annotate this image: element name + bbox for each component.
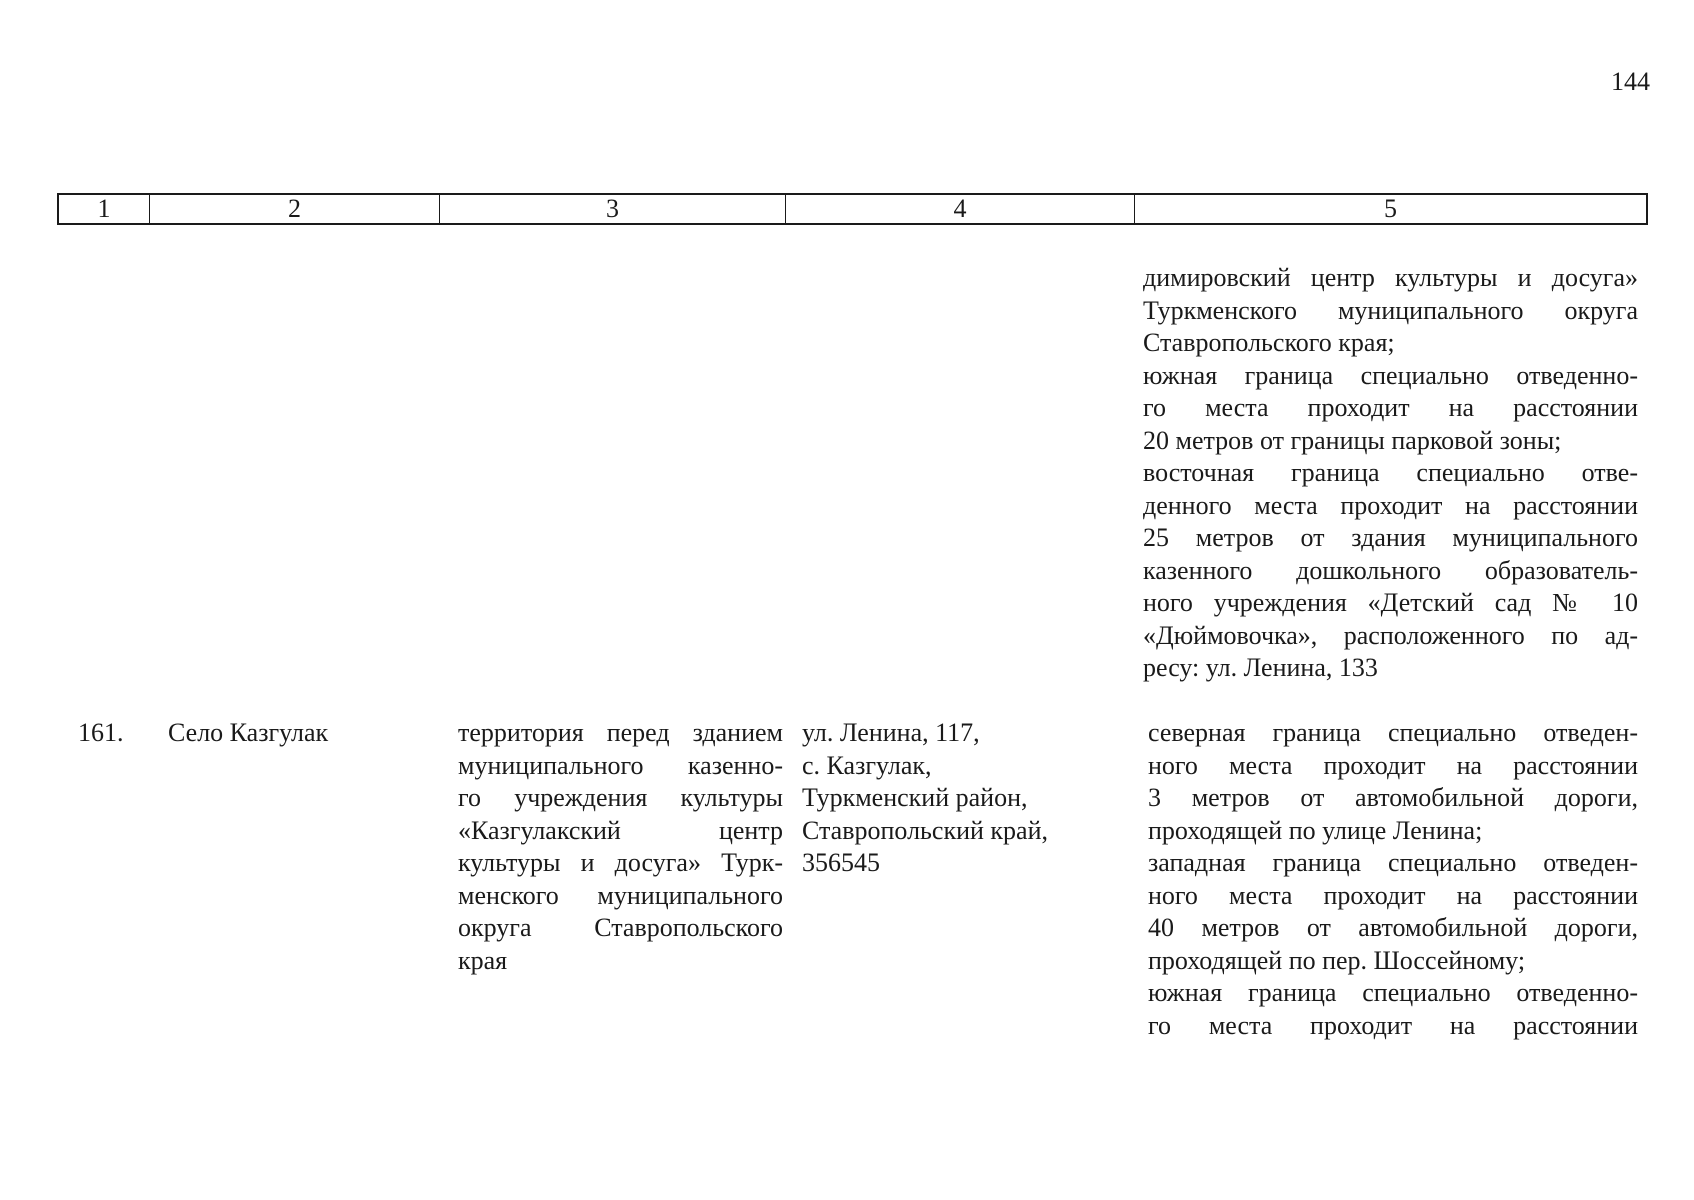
- page-number: 144: [1611, 67, 1650, 96]
- text-line: ного места проходит на расстоянии: [1148, 750, 1638, 780]
- text-line: димировский центр культуры и досуга»: [1143, 263, 1638, 292]
- table-header-row: [57, 193, 1648, 225]
- text-line: го места проходит на расстоянии: [1143, 393, 1638, 422]
- text-line: ного места проходит на расстоянии: [1148, 880, 1638, 910]
- text-line: восточная граница специально отве-: [1143, 458, 1638, 487]
- text-line: 20 метров от границы парковой зоны;: [1143, 425, 1562, 455]
- text-line: 40 метров от автомобильной дороги,: [1148, 913, 1638, 942]
- text-line: южная граница специально отведенно-: [1148, 978, 1638, 1007]
- text-line: округа Ставропольского: [458, 913, 783, 942]
- text-line: ул. Ленина, 117,: [802, 718, 980, 747]
- text-line: денного места проходит на расстоянии: [1143, 490, 1638, 520]
- text-line: ресу: ул. Ленина, 133: [1143, 653, 1378, 682]
- text-line: «Казгулакский центр: [458, 815, 783, 845]
- column-header-3: 3: [440, 195, 786, 223]
- text-line: го места проходит на расстоянии: [1148, 1010, 1638, 1040]
- row-border-description: [1148, 717, 1638, 1042]
- row-place-name: Село Казгулак: [168, 718, 329, 747]
- text-line: «Дюймовочка», расположенного по ад-: [1143, 620, 1638, 650]
- text-line: северная граница специально отведен-: [1148, 718, 1638, 747]
- text-line: проходящей по пер. Шоссейному;: [1148, 945, 1526, 975]
- text-line: 356545: [802, 848, 880, 877]
- text-line: Туркменского муниципального округа: [1143, 295, 1638, 325]
- text-line: с. Казгулак,: [802, 750, 932, 780]
- text-line: Ставропольского края;: [1143, 328, 1395, 357]
- text-line: южная граница специально отведенно-: [1143, 360, 1638, 390]
- column-header-1: 1: [59, 195, 150, 223]
- column-header-5: 5: [1384, 194, 1397, 223]
- column-header-2: 2: [150, 195, 440, 223]
- text-line: муниципального казенно-: [458, 750, 783, 780]
- text-line: Ставропольский край,: [802, 815, 1048, 845]
- text-line: казенного дошкольного образователь-: [1143, 555, 1638, 585]
- row-number: 161.: [78, 718, 124, 747]
- column-header-4: 4: [786, 195, 1135, 223]
- text-line: территория перед зданием: [458, 718, 783, 747]
- text-line: культуры и досуга» Турк-: [458, 848, 783, 877]
- text-line: менского муниципального: [458, 880, 783, 910]
- text-line: Туркменский район,: [802, 783, 1028, 812]
- text-line: края: [458, 945, 508, 975]
- text-line: 25 метров от здания муниципального: [1143, 523, 1638, 552]
- continued-cell-text: [1143, 262, 1638, 685]
- row-address: [802, 717, 1102, 880]
- text-line: 3 метров от автомобильной дороги,: [1148, 783, 1638, 812]
- text-line: западная граница специально отведен-: [1148, 848, 1638, 877]
- text-line: проходящей по улице Ленина;: [1148, 815, 1483, 845]
- text-line: ного учреждения «Детский сад № 10: [1143, 588, 1638, 617]
- row-territory-description: [458, 717, 783, 977]
- text-line: го учреждения культуры: [458, 783, 783, 812]
